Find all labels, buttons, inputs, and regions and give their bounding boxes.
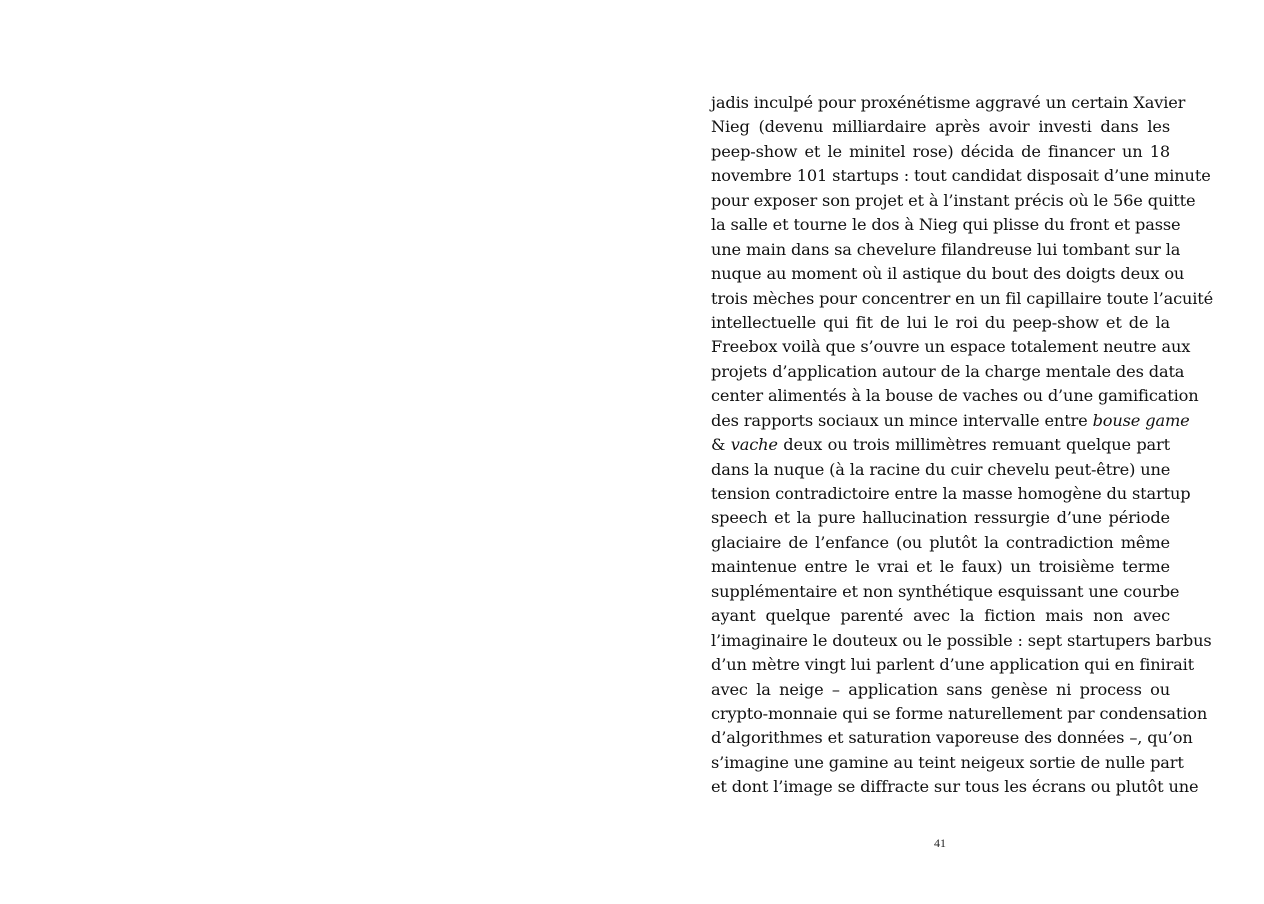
text-segment: des rapports sociaux un mince intervalle entre (711, 410, 1093, 430)
text-line: supplémentaire et non synthétique esquissant une courbe (711, 581, 1180, 601)
text-line: projets d’application autour de la charge mentale des data (711, 361, 1185, 381)
text-line: Freebox voilà que s’ouvre un espace totalement neutre aux (711, 337, 1191, 357)
text-line: peep-show et le minitel rose) décida de financer un 18 (711, 141, 1170, 161)
text-line: Nieg (devenu milliardaire après avoir investi dans les (711, 117, 1170, 137)
text-line: tension contradictoire entre la masse homogène du startup (711, 484, 1191, 503)
text-line-with-italic (711, 433, 1170, 457)
text-line: center alimentés à la bouse de vaches ou d’une gamification (711, 386, 1199, 406)
text-line: dans la nuque (à la racine du cuir chevelu peut-être) une (711, 459, 1171, 479)
text-line: novembre 101 startups : tout candidat disposait d’une minute (711, 166, 1211, 186)
text-line: s’imagine une gamine au teint neigeux sortie de nulle part (711, 752, 1184, 772)
body-text (711, 91, 1214, 800)
text-segment: & (711, 435, 731, 455)
text-line: glaciaire de l’enfance (ou plutôt la contradiction même (711, 532, 1170, 552)
text-line: ayant quelque parenté avec la fiction mais non avec (711, 606, 1170, 626)
text-line: jadis inculpé pour proxénétisme aggravé un certain Xavier (711, 93, 1186, 112)
text-line: une main dans sa chevelure filandreuse lui tombant sur la (711, 239, 1181, 259)
text-line: d’algorithmes et saturation vaporeuse des données –, qu’on (711, 728, 1193, 748)
text-line: speech et la pure hallucination ressurgie d’une période (711, 508, 1170, 528)
text-segment: deux ou trois millimètres remuant quelque part (777, 435, 1170, 455)
text-line-with-italic (711, 409, 1190, 433)
italic-phrase: bouse game (1092, 410, 1190, 430)
text-line: nuque au moment où il astique du bout des doigts deux ou (711, 264, 1185, 284)
text-line: trois mèches pour concentrer en un fil capillaire toute l’acuité (711, 288, 1214, 308)
text-line: crypto-monnaie qui se forme naturellement par condensation (711, 703, 1208, 723)
text-line: la salle et tourne le dos à Nieg qui plisse du front et passe (711, 215, 1181, 235)
text-line: l’imaginaire le douteux ou le possible : sept startupers barbus (711, 630, 1212, 650)
text-line: pour exposer son projet et à l’instant précis où le 56e quitte (711, 190, 1196, 210)
text-line: intellectuelle qui fit de lui le roi du peep-show et de la (711, 312, 1170, 332)
text-line: maintenue entre le vrai et le faux) un troisième terme (711, 557, 1170, 577)
text-line: d’un mètre vingt lui parlent d’une application qui en finirait (711, 655, 1195, 675)
text-line: et dont l’image se diffracte sur tous les écrans ou plutôt une (711, 777, 1199, 797)
text-line: avec la neige – application sans genèse ni process ou (711, 679, 1170, 699)
italic-word: vache (730, 435, 778, 455)
page-number: 41 (934, 836, 946, 850)
